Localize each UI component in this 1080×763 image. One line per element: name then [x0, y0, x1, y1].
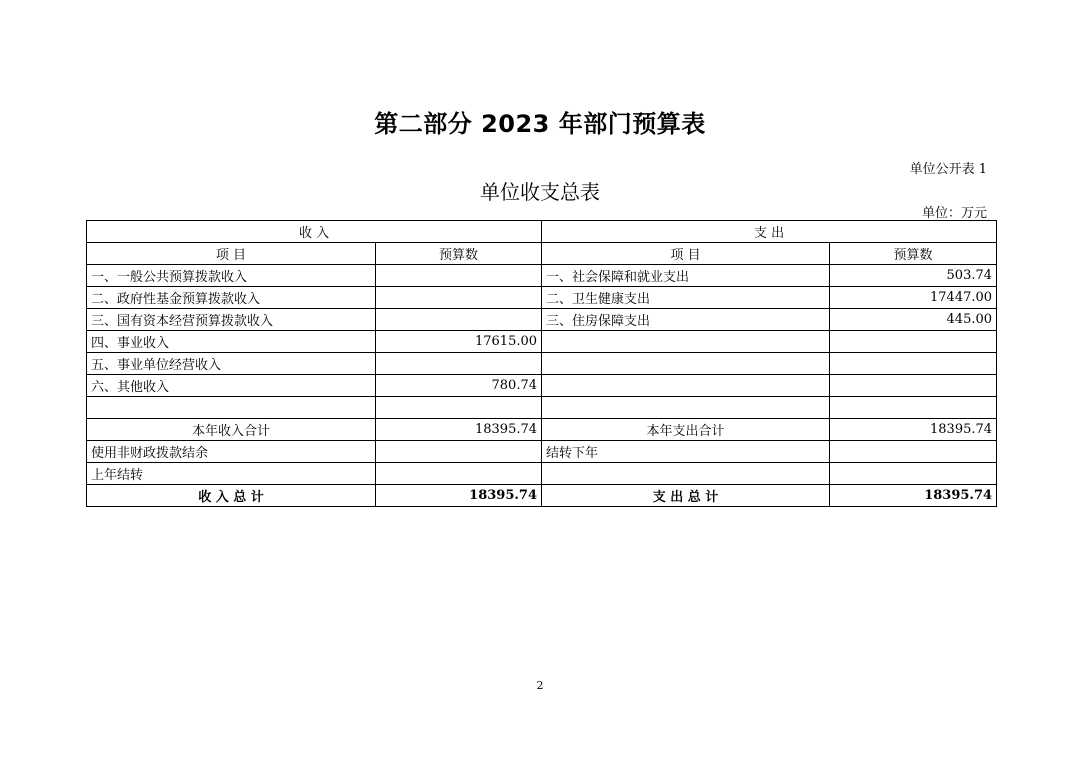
expense-value: [830, 353, 997, 375]
form-number: 单位公开表 1: [909, 162, 987, 177]
table-row: [87, 287, 997, 309]
expense-value: [830, 331, 997, 353]
income-budget-header: 预算数: [376, 243, 542, 265]
income-value: [376, 397, 542, 419]
income-subtotal-value: 18395.74: [376, 419, 542, 441]
income-item-header: 项 目: [87, 243, 376, 265]
expense-value: [830, 397, 997, 419]
table-row: [87, 397, 997, 419]
expense-item: [542, 353, 830, 375]
income-value: [376, 265, 542, 287]
budget-table: [86, 220, 997, 507]
income-value: [376, 463, 542, 485]
table-row: [87, 331, 997, 353]
total-row: [87, 485, 997, 507]
expense-value: 17447.00: [830, 287, 997, 309]
expense-header: 支 出: [542, 221, 997, 243]
expense-item: 三、住房保障支出: [542, 309, 830, 331]
expense-item: [542, 331, 830, 353]
expense-item: 结转下年: [542, 441, 830, 463]
expense-subtotal-label: 本年支出合计: [542, 419, 830, 441]
income-value: [376, 441, 542, 463]
subtotal-row: [87, 419, 997, 441]
unit-label: 单位：万元: [921, 206, 987, 221]
income-item: 使用非财政拨款结余: [87, 441, 376, 463]
expense-value: [830, 375, 997, 397]
table-row: [87, 353, 997, 375]
expense-value: [830, 463, 997, 485]
income-subtotal-label: 本年收入合计: [87, 419, 376, 441]
income-item: 三、国有资本经营预算拨款收入: [87, 309, 376, 331]
income-total-value: 18395.74: [376, 485, 542, 507]
table-row: [87, 265, 997, 287]
expense-total-label: 支 出 总 计: [542, 485, 830, 507]
income-item: 五、事业单位经营收入: [87, 353, 376, 375]
table-title: 单位收支总表: [480, 180, 600, 204]
expense-item: [542, 463, 830, 485]
expense-item-header: 项 目: [542, 243, 830, 265]
income-value: [376, 353, 542, 375]
income-value: 17615.00: [376, 331, 542, 353]
income-item: [87, 397, 376, 419]
table-row: [87, 441, 997, 463]
page-number: 2: [536, 679, 544, 692]
income-total-label: 收 入 总 计: [87, 485, 376, 507]
income-item: 二、政府性基金预算拨款收入: [87, 287, 376, 309]
expense-value: 445.00: [830, 309, 997, 331]
income-value: [376, 309, 542, 331]
expense-value: [830, 441, 997, 463]
income-item: 六、其他收入: [87, 375, 376, 397]
table-row: [87, 375, 997, 397]
expense-item: [542, 375, 830, 397]
table-row: [87, 463, 997, 485]
expense-item: 二、卫生健康支出: [542, 287, 830, 309]
expense-item: [542, 397, 830, 419]
income-value: [376, 287, 542, 309]
income-value: 780.74: [376, 375, 542, 397]
page-title: 第二部分 2023 年部门预算表: [374, 110, 706, 138]
income-item: 一、一般公共预算拨款收入: [87, 265, 376, 287]
expense-budget-header: 预算数: [830, 243, 997, 265]
income-item: 上年结转: [87, 463, 376, 485]
expense-subtotal-value: 18395.74: [830, 419, 997, 441]
expense-total-value: 18395.74: [830, 485, 997, 507]
income-header: 收 入: [87, 221, 542, 243]
income-item: 四、事业收入: [87, 331, 376, 353]
section-header-row: [87, 221, 997, 243]
expense-value: 503.74: [830, 265, 997, 287]
table-row: [87, 309, 997, 331]
expense-item: 一、社会保障和就业支出: [542, 265, 830, 287]
column-header-row: [87, 243, 997, 265]
